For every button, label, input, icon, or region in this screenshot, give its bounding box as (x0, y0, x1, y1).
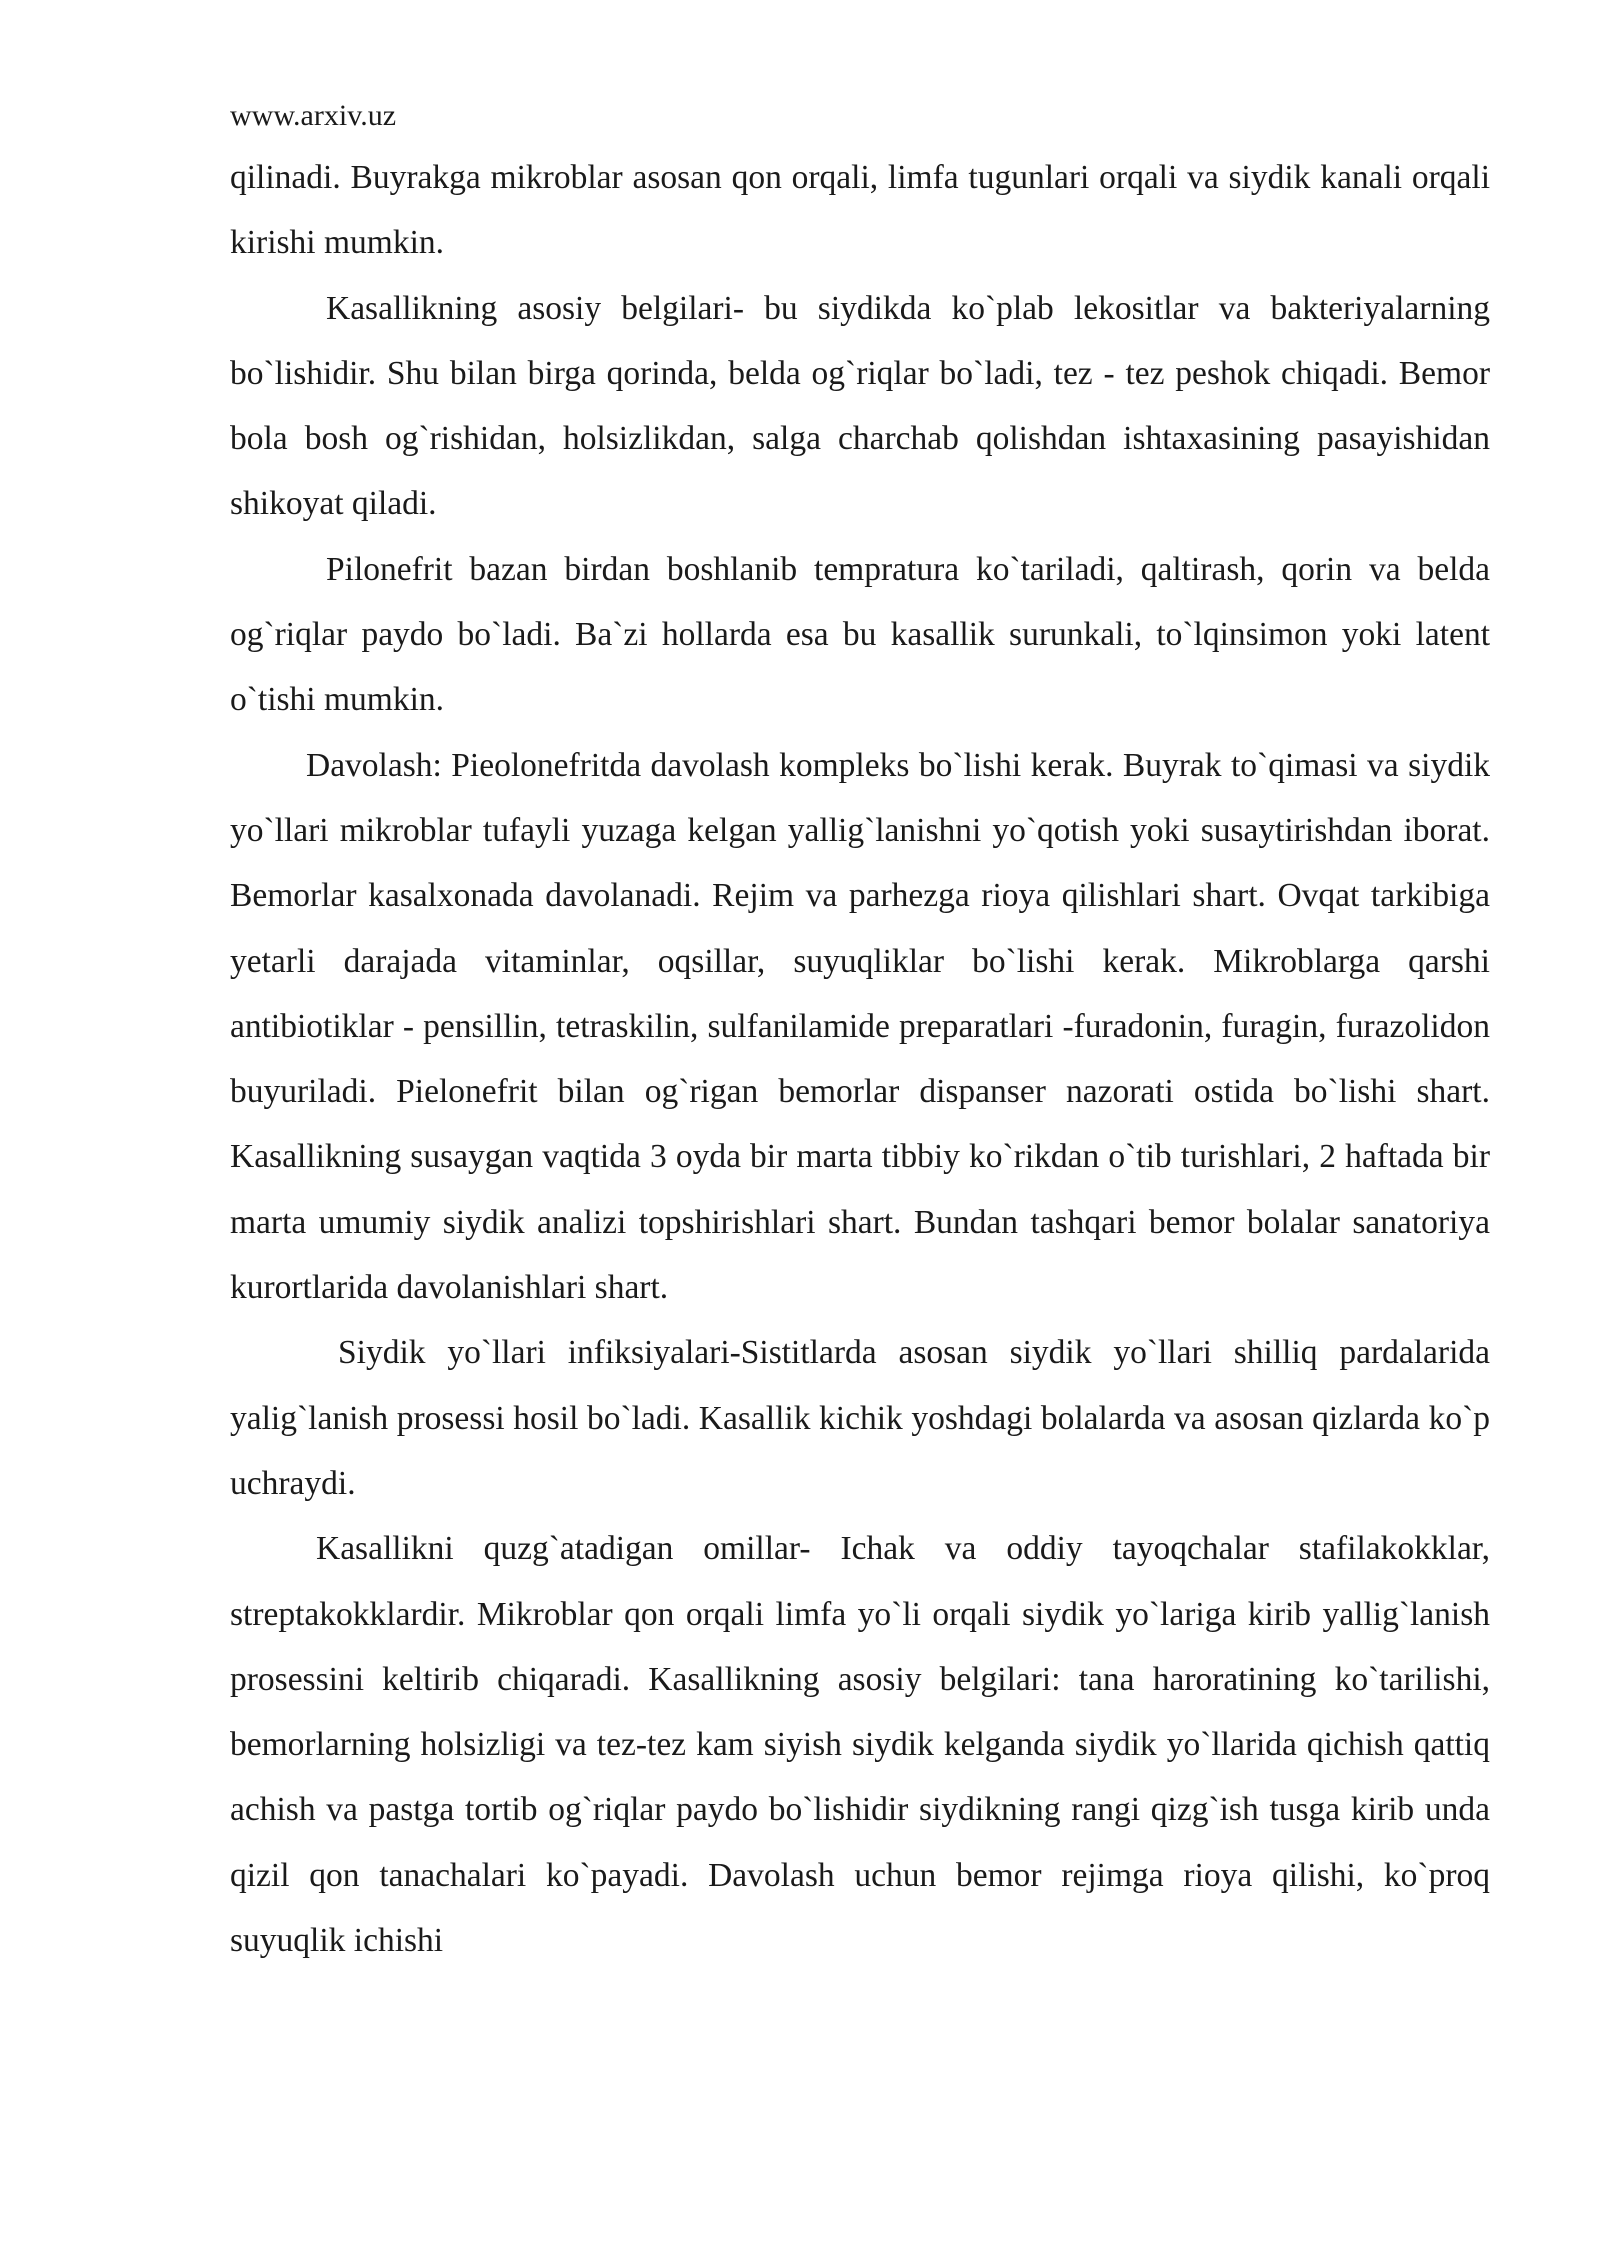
paragraph-pyelonephritis-onset: Pilonefrit bazan birdan boshlanib tempratura ko`tariladi, qaltirash, qorin va belda og`riqlar paydo bo`ladi. Ba`zi hollarda esa bu kasallik surunkali, to`lqinsimon yoki latent o`tishi mumkin. (230, 550, 1490, 719)
paragraph-urinary-infections: Siydik yo`llari infiksiyalari-Sistitlarda asosan siydik yo`llari shilliq pardalarida yalig`lanish prosessi hosil bo`ladi. Kasallik kichik yoshdagi bolalarda va asosan qizlarda ko`p uchraydi. (230, 1334, 1490, 1502)
paragraph-causes: Kasallikni quzg`atadigan omillar- Ichak va oddiy tayoqchalar stafilakokklar, streptakokklardir. Mikroblar qon orqali limfa yo`li orqali siydik yo`lariga kirib yallig`lanish prosessini keltirib chiqaradi. Kasallikning asosiy belgilari: tana haroratining ko`tarilishi, bemorlarning holsizligi va tez-tez kam siyish siydik kelganda siydik yo`llarida qichish qattiq achish va pastga tortib og`riqlar paydo bo`lishidir siydikning rangi qizg`ish tusga kirib unda qizil qon tanachalari ko`payadi. Davolash uchun bemor rejimga rioya qilishi, ko`proq suyuqlik ichishi (230, 1530, 1490, 1960)
paragraph-treatment: Davolash: Pieolonefritda davolash kompleks bo`lishi kerak. Buyrak to`qimasi va siydik yo`llari mikroblar tufayli yuzaga kelgan yallig`lanishni yo`qotish yoki susaytirishdan iborat. Bemorlar kasalxonada davolanadi. Rejim va parhezga rioya qilishlari shart. Ovqat tarkibiga yetarli darajada vitaminlar, oqsillar, suyuqliklar bo`lishi kerak. Mikroblarga qarshi antibiotiklar - pensillin, tetraskilin, sulfanilamide preparatlari -furadonin, furagin, furazolidon buyuriladi. Pielonefrit bilan og`rigan bemorlar dispanser nazorati ostida bo`lishi shart. Kasallikning susaygan vaqtida 3 oyda bir marta tibbiy ko`rikdan o`tib turishlari, 2 haftada bir marta umumiy siydik analizi topshirishlari shart. Bundan tashqari bemor bolalar sanatoriya kurortlarida davolanishlari shart. (230, 746, 1490, 1307)
header-website-url: www.arxiv.uz (230, 99, 397, 132)
paragraph-symptoms: Kasallikning asosiy belgilari- bu siydikda ko`plab lekositlar va bakteriyalarning bo`lishidir. Shu bilan birga qorinda, belda og`riqlar bo`ladi, tez - tez peshok chiqadi. Bemor bola bosh og`rishidan, holsizlikdan, salga charchab qolishdan ishtaxasining pasayishidan shikoyat qiladi. (230, 289, 1490, 523)
paragraph-continuation: qilinadi. Buyrakga mikroblar asosan qon orqali, limfa tugunlari orqali va siydik kanali orqali kirishi mumkin. (230, 159, 1490, 262)
document-body (230, 145, 1490, 1973)
